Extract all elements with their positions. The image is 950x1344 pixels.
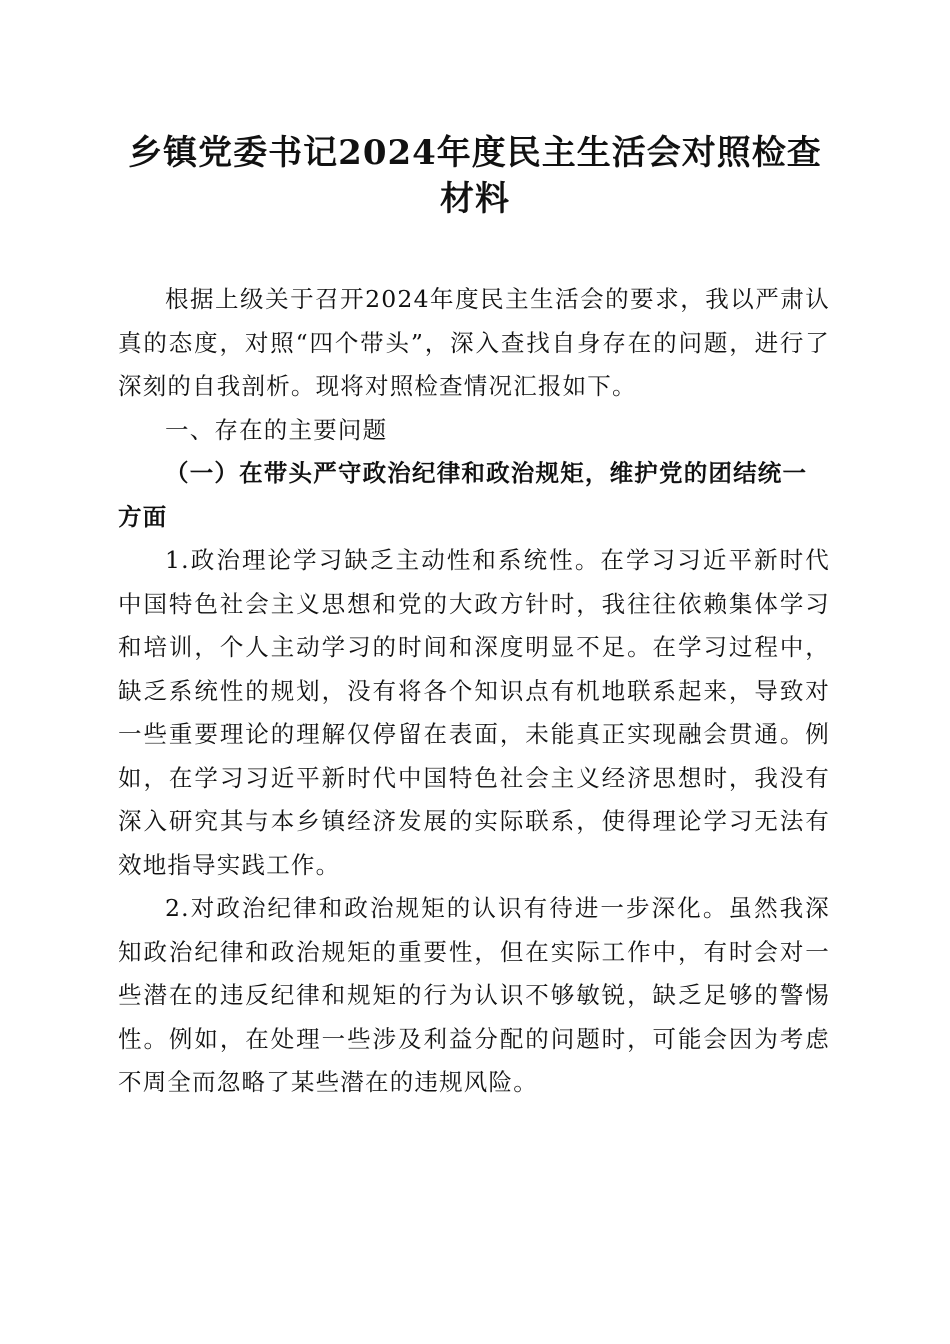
document-body [118, 278, 830, 1105]
document-title [120, 130, 830, 222]
intro-paragraph: 根据上级关于召开2024年度民主生活会的要求，我以严肃认真的态度，对照“四个带头”，深入查找自身存在的问题，进行了深刻的自我剖析。现将对照检查情况汇报如下。 [118, 285, 830, 400]
document-title-line-2: 材料 [440, 179, 510, 219]
item-paragraph-1: 1.政治理论学习缺乏主动性和系统性。在学习习近平新时代中国特色社会主义思想和党的大政方针时，我往往依赖集体学习和培训，个人主动学习的时间和深度明显不足。在学习过程中，缺乏系统性的规划，没有将各个知识点有机地联系起来，导致对一些重要理论的理解仅停留在表面，未能真正实现融会贯通。例如，在学习习近平新时代中国特色社会主义经济思想时，我没有深入研究其与本乡镇经济发展的实际联系，使得理论学习无法有效地指导实践工作。 [118, 546, 830, 879]
item-paragraph-2: 2.对政治纪律和政治规矩的认识有待进一步深化。虽然我深知政治纪律和政治规矩的重要性，但在实际工作中，有时会对一些潜在的违反纪律和规矩的行为认识不够敏锐，缺乏足够的警惕性。例如，在处理一些涉及利益分配的问题时，可能会因为考虑不周全而忽略了某些潜在的违规风险。 [118, 894, 830, 1096]
section-heading: 一、存在的主要问题 [165, 415, 388, 444]
document-title-line-1: 乡镇党委书记2024年度民主生活会对照检查 [128, 133, 822, 173]
subsection-heading: （一）在带头严守政治纪律和政治规矩，维护党的团结统一方面 [118, 459, 808, 531]
